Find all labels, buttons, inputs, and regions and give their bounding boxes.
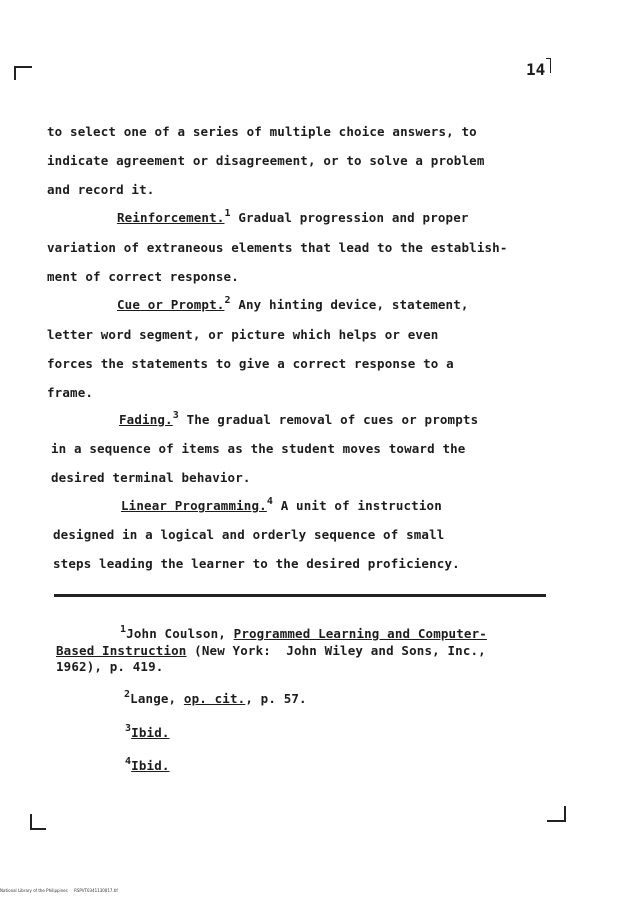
crop-mark-top-right <box>546 58 551 73</box>
body-line: forces the statements to give a correct response to a <box>47 356 454 371</box>
footnote-ref-2: 2 <box>224 295 231 306</box>
footnote-1: $^1$John Coulson, Programmed Learning and Computer- <box>120 624 487 641</box>
library-stamp: National Library of the Philippines RSPVT0341130017.tif <box>0 888 118 893</box>
footnote-1-line-3: 1962), p. 419. <box>56 659 164 674</box>
footnote-4: $^4$Ibid. <box>125 756 170 773</box>
body-line: to select one of a series of multiple choice answers, to <box>47 124 477 139</box>
term-cue-or-prompt: Cue or Prompt. <box>117 297 225 312</box>
page-number: 14 <box>526 60 546 79</box>
body-line: variation of extraneous elements that lead to the establish- <box>47 240 508 255</box>
body-line: in a sequence of items as the student moves toward the <box>51 441 466 456</box>
definition-linear-programming: Linear Programming.$^4$ A unit of instruction <box>121 496 442 513</box>
body-line: steps leading the learner to the desired proficiency. <box>53 556 460 571</box>
term-reinforcement: Reinforcement. <box>117 210 225 225</box>
body-line: ment of correct response. <box>47 269 239 284</box>
body-line: and record it. <box>47 182 155 197</box>
crop-mark-bottom-right <box>547 806 566 822</box>
footnote-separator <box>54 594 546 597</box>
footnote-ref-4: 4 <box>266 496 274 507</box>
body-line: indicate agreement or disagreement, or to solve a problem <box>47 153 485 168</box>
body-line: letter word segment, or picture which helps or even <box>47 327 439 342</box>
definition-fading: Fading.$^3$ The gradual removal of cues or prompts <box>119 410 479 427</box>
footnote-ref-1: 1 <box>224 208 231 219</box>
footnote-3: $^3$Ibid. <box>125 723 170 740</box>
footnote-2: $^2$Lange, op. cit., p. 57. <box>124 689 307 706</box>
term-linear-programming: Linear Programming. <box>121 498 267 513</box>
definition-cue-or-prompt: Cue or Prompt.$^2$ Any hinting device, statement, <box>117 295 469 312</box>
footnote-1-title: Programmed Learning and Computer- <box>233 626 487 641</box>
term-fading: Fading. <box>119 412 173 427</box>
crop-mark-bottom-left <box>30 814 46 830</box>
body-line: designed in a logical and orderly sequence of small <box>53 527 445 542</box>
crop-mark-top-left <box>14 66 32 80</box>
body-line: frame. <box>47 385 94 400</box>
footnote-1-line-2: Based Instruction (New York: John Wiley and Sons, Inc., <box>56 643 486 658</box>
footnote-ref-3: 3 <box>172 410 179 421</box>
definition-reinforcement: Reinforcement.$^1$ Gradual progression and proper <box>117 208 469 225</box>
body-line: desired terminal behavior. <box>51 470 251 485</box>
